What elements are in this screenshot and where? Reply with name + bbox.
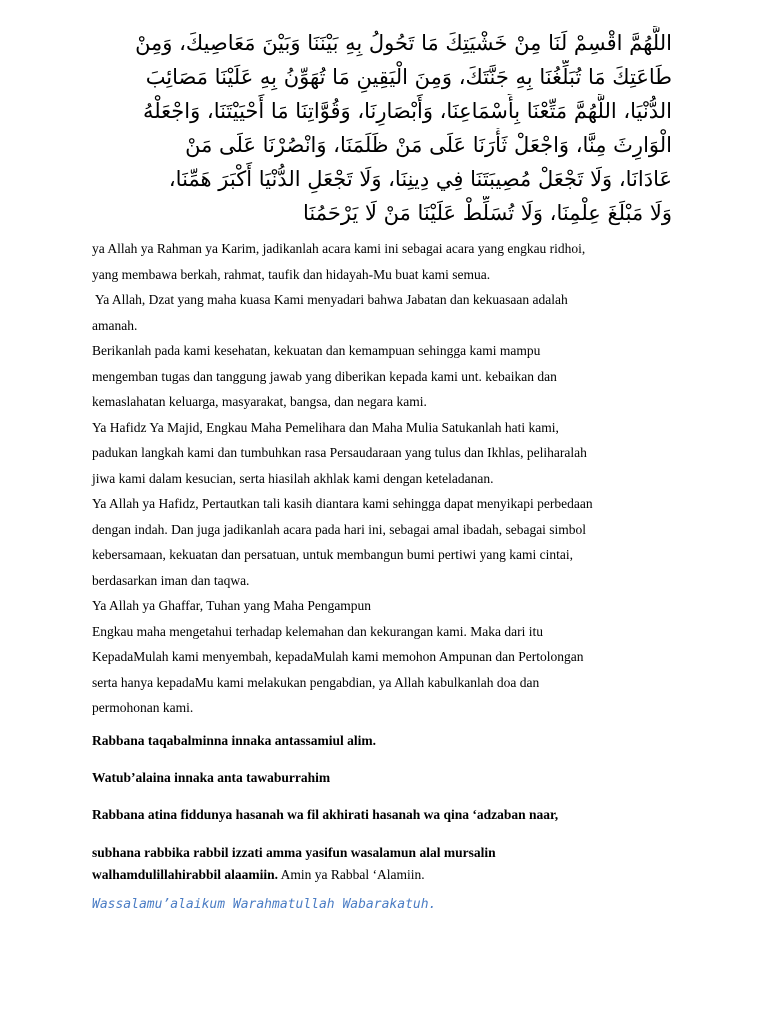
bold-prayer-4-line1: subhana rabbika rabbil izzati amma yasifun wasalamun alal mursalin: [92, 844, 496, 860]
body-line: permohonan kami.: [92, 700, 194, 715]
document-page: [92, 26, 672, 912]
body-line: ya Allah ya Rahman ya Karim, jadikanlah acara kami ini sebagai acara yang engkau ridhoi,: [92, 241, 586, 256]
bold-prayer-2: Watub’alaina innaka anta tawaburrahim: [92, 769, 331, 785]
body-line: KepadaMulah kami menyembah, kepadaMulah kami memohon Ampunan dan Pertolongan: [92, 649, 584, 664]
body-line: Ya Hafidz Ya Majid, Engkau Maha Pemelihara dan Maha Mulia Satukanlah hati kami,: [92, 419, 559, 435]
body-line: padukan langkah kami dan tumbuhkan rasa Persaudaraan yang tulus dan Ikhlas, peliharalah: [92, 445, 587, 460]
body-line: Berikanlah pada kami kesehatan, kekuatan dan kemampuan sehingga kami mampu: [92, 343, 541, 358]
closing-prayers: [92, 733, 672, 883]
arabic-line: الدُّنْيَا، اللَّهُمَّ مَتِّعْنَا بِأَسْمَاعِنَا، وَأَبْصَارِنَا، وَقُوَّاتِنَا مَا أَحْيَيْتَنَا، وَاجْعَلْهُ: [142, 99, 672, 123]
closing-greeting: Wassalamu’alaikum Warahmatullah Wabarakatuh.: [92, 896, 437, 912]
amin-text: Amin ya Rabbal ‘Alamiin.: [278, 866, 425, 882]
arabic-prayer: [92, 26, 672, 230]
arabic-line: اللَّهُمَّ اقْسِمْ لَنَا مِنْ خَشْيَتِكَ مَا تَحُولُ بِهِ بَيْنَنَا وَبَيْنَ مَعَاصِيكَ، وَمِنْ: [135, 31, 672, 55]
arabic-line: عَادَانَا، وَلَا تَجْعَلْ مُصِيبَتَنَا فِي دِينِنَا، وَلَا تَجْعَلِ الدُّنْيَا أَكْبَرَ هَمِّنَا،: [168, 167, 672, 191]
arabic-line: الْوَارِثَ مِنَّا، وَاجْعَلْ ثَأْرَنَا عَلَى مَنْ ظَلَمَنَا، وَانْصُرْنَا عَلَى مَنْ: [185, 133, 672, 157]
body-line: kemaslahatan keluarga, masyarakat, bangsa, dan negara kami.: [92, 394, 427, 409]
bold-prayer-1: Rabbana taqabalminna innaka antassamiul alim.: [92, 732, 376, 748]
body-line: amanah.: [92, 317, 138, 333]
body-line: Engkau maha mengetahui terhadap kelemahan dan kekurangan kami. Maka dari itu: [92, 623, 543, 639]
bold-prayer-4-line2: [92, 867, 672, 883]
body-line: mengemban tugas dan tanggung jawab yang diberikan kepada kami unt. kebaikan dan: [92, 368, 557, 384]
arabic-line: وَلَا مَبْلَغَ عِلْمِنَا، وَلَا تُسَلِّطْ عَلَيْنَا مَنْ لَا يَرْحَمُنَا: [302, 201, 672, 225]
indonesian-prayer: [92, 236, 672, 721]
body-line: Ya Allah ya Hafidz, Pertautkan tali kasih diantara kami sehingga dapat menyikapi perbedaan: [92, 496, 593, 511]
body-line: serta hanya kepadaMu kami melakukan pengabdian, ya Allah kabulkanlah doa dan: [92, 674, 540, 690]
body-line: dengan indah. Dan juga jadikanlah acara pada hari ini, sebagai amal ibadah, sebagai simbol: [92, 521, 587, 537]
body-line: yang membawa berkah, rahmat, taufik dan hidayah-Mu buat kami semua.: [92, 266, 491, 282]
arabic-line: طَاعَتِكَ مَا تُبَلِّغُنَا بِهِ جَنَّتَكَ، وَمِنَ الْيَقِينِ مَا تُهَوِّنُ بِهِ عَلَيْنَا مَصَائِبَ: [145, 65, 672, 89]
bold-prayer-4-text: walhamdulillahirabbil alaamiin.: [92, 866, 279, 882]
body-line: Ya Allah ya Ghaffar, Tuhan yang Maha Pengampun: [92, 598, 372, 613]
body-line: kebersamaan, kekuatan dan persatuan, untuk membangun bumi pertiwi yang kami cintai,: [92, 547, 573, 562]
body-line: Ya Allah, Dzat yang maha kuasa Kami menyadari bahwa Jabatan dan kekuasaan adalah: [92, 292, 568, 307]
bold-prayer-3: Rabbana atina fiddunya hasanah wa fil akhirati hasanah wa qina ‘adzaban naar,: [92, 806, 559, 822]
body-line: jiwa kami dalam kesucian, serta hiasilah akhlak kami dengan keteladanan.: [92, 470, 494, 486]
body-line: berdasarkan iman dan taqwa.: [92, 572, 250, 588]
